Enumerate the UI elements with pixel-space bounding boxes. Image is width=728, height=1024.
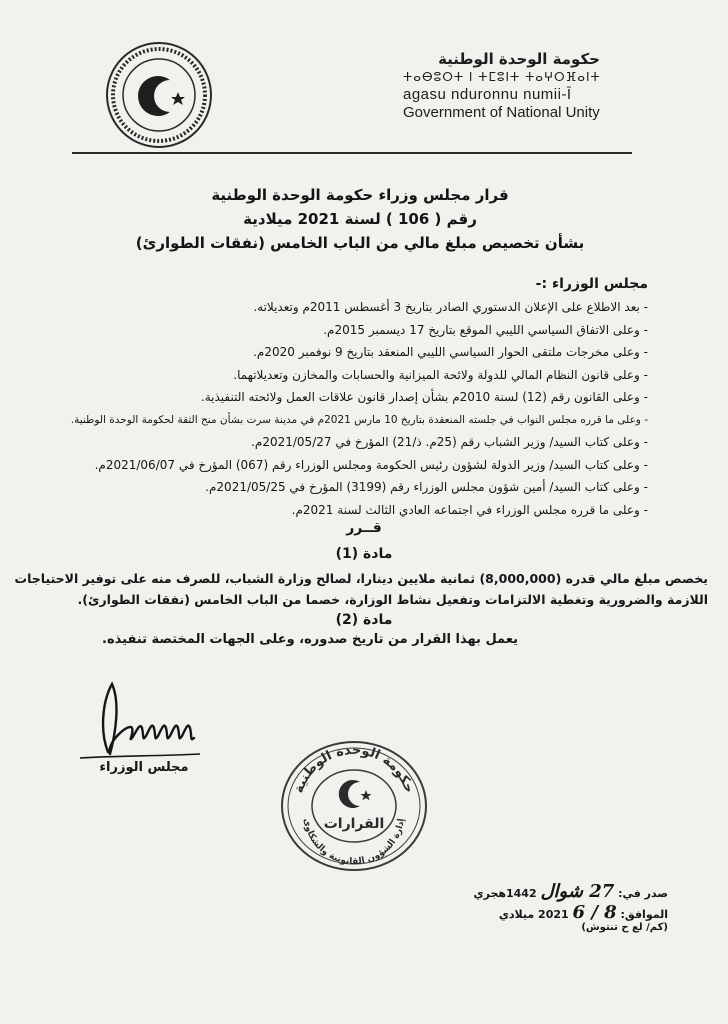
clause-item: - وعلى مخرجات ملتقى الحوار السياسي الليبي المنعقد بتاريخ 9 نوفمبر 2020م.	[253, 345, 648, 359]
clause-item: - وعلى الاتفاق السياسي الليبي الموقع بتاريخ 17 ديسمبر 2015م.	[323, 322, 648, 337]
article-2-title: مادة (2)	[335, 612, 393, 628]
gov-name-english: Government of National Unity	[403, 104, 600, 121]
decree-title: قرار مجلس وزراء حكومة الوحدة الوطنية	[211, 186, 509, 204]
issued-hijri-day: 27 شوال	[540, 881, 615, 902]
official-seal-stamp	[276, 736, 432, 876]
seal-top-text: حكومة الوحدة الوطنية	[291, 742, 417, 796]
issued-date-line	[474, 881, 668, 902]
seal-center-text: القرارات	[323, 816, 385, 832]
decree-number: رقم ( 106 ) لسنة 2021 ميلادية	[243, 210, 477, 228]
preamble-clauses	[48, 296, 648, 521]
clause-item: - وعلى القانون رقم (12) لسنة 2010م بشأن إصدار قانون علاقات العمل ولائحته التنفيذية.	[200, 390, 648, 404]
article-1-title: مادة (1)	[335, 546, 393, 562]
corresponding-year: 2021 ميلادي	[498, 908, 569, 921]
clause-item: - وعلى كتاب السيد/ أمين شؤون مجلس الوزراء رقم (3199) المؤرخ في 2021/05/25م.	[205, 480, 648, 494]
clause-item: - وعلى كتاب السيد/ وزير الشباب رقم (25م. ذ/21) المؤرخ في 2021/05/27م.	[251, 435, 648, 449]
clause-item: - وعلى كتاب السيد/ وزير الدولة لشؤون رئيس الحكومة ومجلس الوزراء رقم (067) المؤرخ في 2021/06/07م.	[94, 457, 648, 472]
issued-hijri-year: 1442هجري	[473, 887, 537, 900]
council-heading: مجلس الوزراء :-	[535, 276, 648, 292]
article-1-line: اللازمة والضرورية وتغطية الالتزامات وتفعيل نشاط الوزارة، خصما من الباب الخامس (نفقات الطوارئ).	[77, 592, 708, 607]
decree-subject: بشأن تخصيص مبلغ مالي من الباب الخامس (نفقات الطوارئ)	[135, 234, 585, 252]
clause-item: - وعلى ما قرره مجلس النواب في جلسته المنعقدة بتاريخ 10 مارس 2021م في مدينة سرت بشأن منح الثقة لحكومة الوحدة الوطنية.	[70, 413, 648, 426]
decided-heading: قــرر	[346, 520, 382, 536]
seal-bottom-text: إدارة الشؤون القانونية والشكاوى	[301, 817, 407, 868]
clause-item: - بعد الاطلاع على الإعلان الدستوري الصادر بتاريخ 3 أغسطس 2011م وتعديلاته.	[253, 300, 648, 314]
gov-name-tamazight: agasu nduronnu numii-Ī	[403, 86, 572, 103]
corresponding-day-month: 8 / 6	[572, 902, 617, 923]
header-divider	[72, 152, 632, 154]
article-1-line: يخصص مبلغ مالي قدره (8,000,000) ثمانية ملايين دينارا، لصالح وزارة الشباب، للصرف منه على توفير الاحتياجات	[14, 571, 708, 586]
gov-name-arabic: حكومة الوحدة الوطنية	[438, 50, 600, 68]
corresponding-label: الموافق:	[620, 908, 668, 921]
article-2-text: يعمل بهذا القرار من تاريخ صدوره، وعلى الجهات المختصة تنفيذه.	[102, 632, 518, 647]
svg-text:حكومة الوحدة الوطنية	[291, 743, 416, 795]
gov-name-tifinagh: ⵜⴰⴱⵓⵔⵜ ⵏ ⵜⵎⵓⵏⵜ ⵜⴰⵖⵔⴼⴰⵏⵜ	[403, 70, 601, 84]
government-emblem-logo	[104, 40, 214, 150]
signature-image	[70, 672, 210, 767]
clause-item: - وعلى قانون النظام المالي للدولة ولائحة الميزانية والحسابات والمخازن وتعديلاتهما.	[233, 367, 648, 382]
corresponding-date-line	[499, 902, 668, 923]
article-1-text	[8, 568, 708, 610]
signature-label: مجلس الوزراء	[99, 760, 189, 775]
issued-label: صدر في:	[618, 887, 668, 900]
reference-note: (كم/ لع ح تنتوش)	[581, 922, 668, 933]
clause-item: - وعلى ما قرره مجلس الوزراء في اجتماعه العادي الثالث لسنة 2021م.	[291, 502, 648, 517]
